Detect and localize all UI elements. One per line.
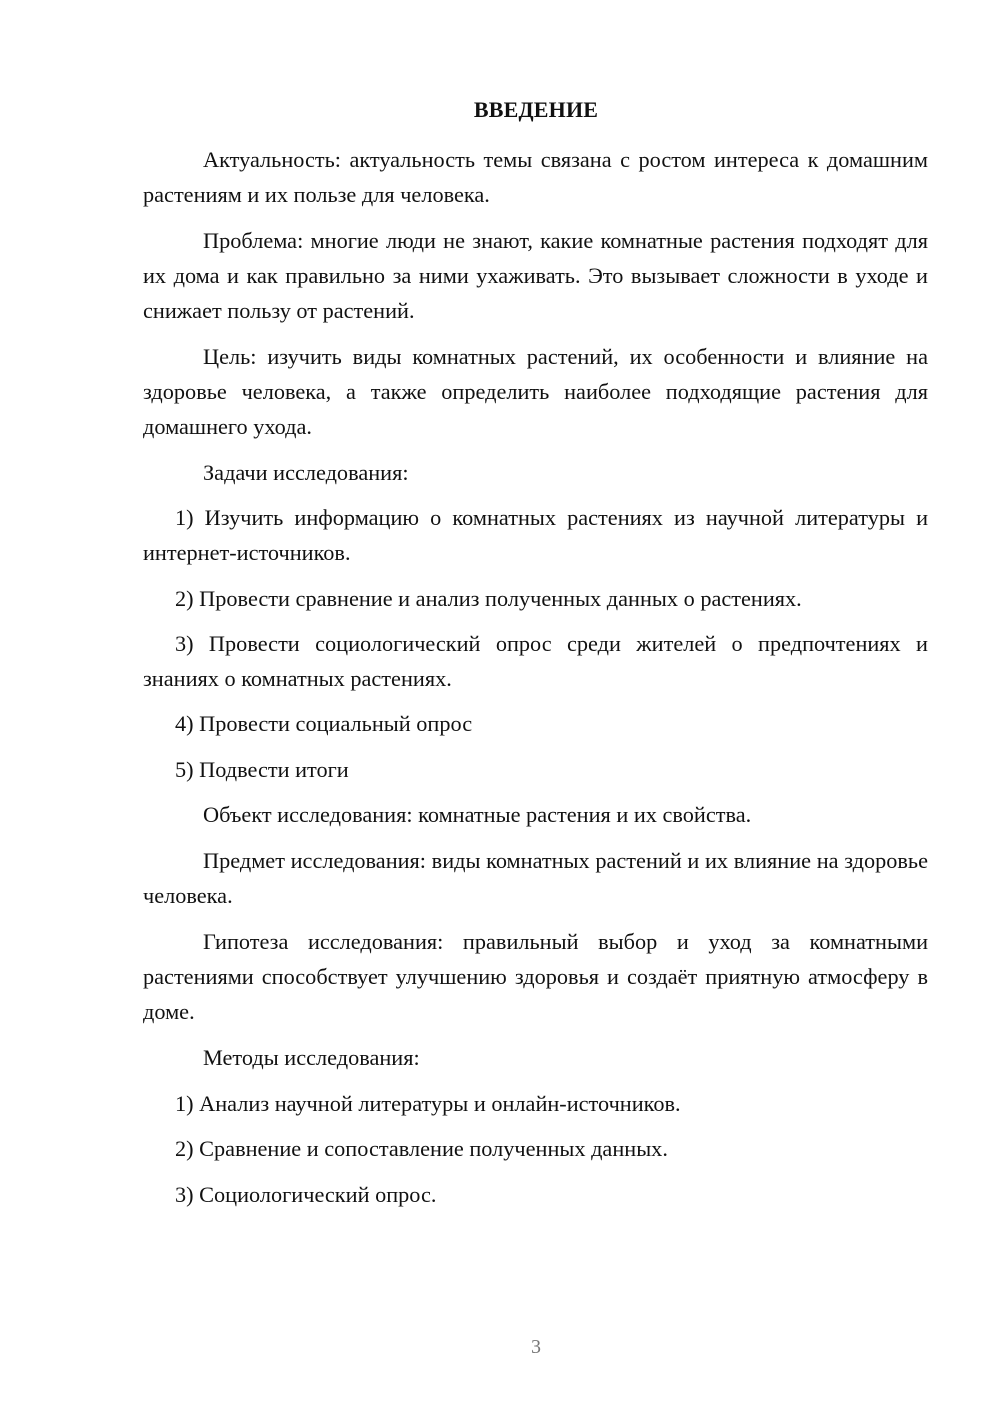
paragraph-subject: Предмет исследования: виды комнатных растений и их влияние на здоровье человека. xyxy=(143,848,928,908)
list-item-task-1: 1) Изучить информацию о комнатных растениях из научной литературы и интернет-источников. xyxy=(143,505,928,565)
list-item-task-3: 3) Провести социологический опрос среди жителей о предпочтениях и знаниях о комнатных растениях. xyxy=(143,631,928,691)
section-heading: ВВЕДЕНИЕ xyxy=(473,97,599,122)
list-item-method-2: 2) Сравнение и сопоставление полученных данных. xyxy=(175,1136,668,1161)
paragraph-relevance: Актуальность: актуальность темы связана с ростом интереса к домашним растениям и их пользе для человека. xyxy=(143,147,928,207)
page-number: 3 xyxy=(531,1336,541,1358)
list-item-method-3: 3) Социологический опрос. xyxy=(175,1182,437,1207)
list-item-task-2: 2) Провести сравнение и анализ полученных данных о растениях. xyxy=(175,586,802,611)
paragraph-tasks-heading: Задачи исследования: xyxy=(203,460,409,485)
paragraph-hypothesis: Гипотеза исследования: правильный выбор и уход за комнатными растениями способствует улучшению здоровья и создаёт приятную атмосферу в доме. xyxy=(143,929,928,1024)
list-item-task-5: 5) Подвести итоги xyxy=(175,757,349,782)
paragraph-goal: Цель: изучить виды комнатных растений, их особенности и влияние на здоровье человека, а также определить наиболее подходящие растения для домашнего ухода. xyxy=(143,344,928,439)
paragraph-problem: Проблема: многие люди не знают, какие комнатные растения подходят для их дома и как правильно за ними ухаживать. Это вызывает сложности в уходе и снижает пользу от растений. xyxy=(143,228,928,323)
list-item-method-1: 1) Анализ научной литературы и онлайн-источников. xyxy=(175,1091,681,1116)
list-item-task-4: 4) Провести социальный опрос xyxy=(175,711,473,736)
paragraph-object: Объект исследования: комнатные растения и их свойства. xyxy=(203,802,752,827)
paragraph-methods-heading: Методы исследования: xyxy=(203,1045,420,1070)
